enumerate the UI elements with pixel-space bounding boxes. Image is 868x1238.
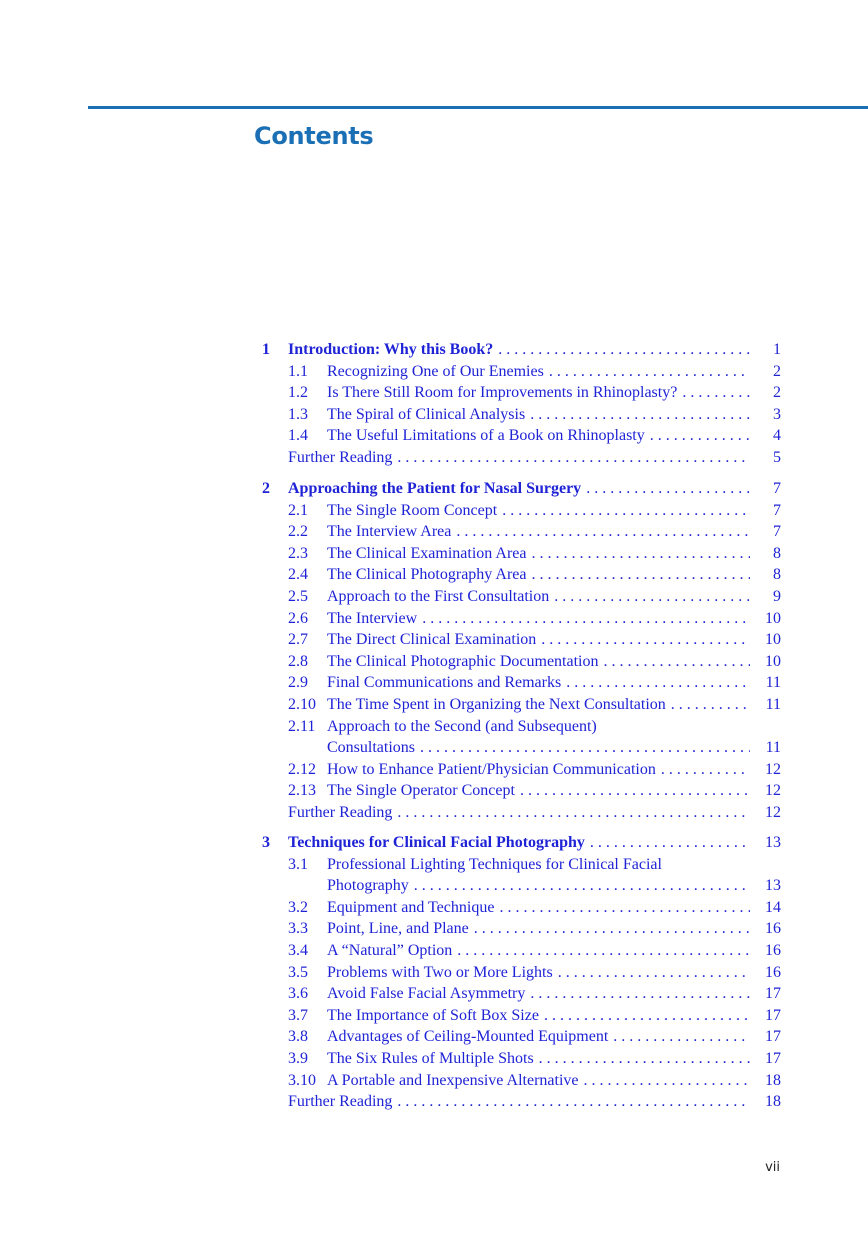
dot-leader — [422, 608, 750, 630]
dot-leader — [682, 382, 750, 404]
entry-page-number: 10 — [765, 652, 781, 670]
dot-leader — [532, 543, 751, 565]
dot-leader — [566, 672, 750, 694]
toc-section-entry[interactable] — [0, 521, 868, 543]
dot-leader — [558, 962, 750, 984]
dot-leader — [613, 1026, 750, 1048]
entry-number: 1.1 — [288, 362, 308, 380]
entry-page-number: 7 — [773, 523, 781, 541]
entry-number: 3.4 — [288, 942, 308, 959]
entry-title: Further Reading — [288, 1091, 397, 1113]
entry-page-number: 1 — [773, 341, 781, 358]
entry-title: Recognizing One of Our Enemies — [327, 361, 549, 383]
entry-number: 2.11 — [288, 717, 316, 735]
entry-number: 3.2 — [288, 898, 308, 916]
entry-title: Professional Lighting Techniques for Clinical Facial — [327, 855, 662, 873]
entry-number: 3 — [262, 834, 270, 851]
toc-section-entry[interactable] — [0, 1005, 868, 1027]
toc-section-entry[interactable] — [0, 672, 868, 694]
toc-section-entry[interactable] — [0, 361, 868, 383]
entry-title: Final Communications and Remarks — [327, 672, 566, 694]
entry-page-number: 11 — [765, 674, 781, 692]
entry-title: Consultations — [327, 737, 420, 759]
entry-title: A “Natural” Option — [327, 940, 457, 962]
dot-leader — [502, 500, 750, 522]
entry-title: Introduction: Why this Book? — [288, 339, 498, 361]
dot-leader — [590, 832, 750, 854]
dot-leader — [671, 694, 750, 716]
entry-page-number: 16 — [765, 963, 781, 981]
entry-page-number: 12 — [765, 804, 781, 821]
dot-leader — [499, 897, 750, 919]
entry-page-number: 11 — [765, 696, 781, 713]
entry-page-number: 9 — [773, 588, 781, 605]
entry-page-number: 3 — [773, 405, 781, 423]
entry-number: 2.12 — [288, 760, 316, 778]
entry-title: Further Reading — [288, 802, 397, 824]
toc-section-entry[interactable] — [0, 543, 868, 565]
page-title: Contents — [254, 122, 374, 150]
entry-page-number: 14 — [765, 898, 781, 916]
dot-leader — [583, 1070, 750, 1092]
entry-number: 2.6 — [288, 609, 308, 627]
toc-section-entry[interactable] — [0, 500, 868, 522]
entry-number: 2.10 — [288, 696, 316, 713]
entry-title: The Spiral of Clinical Analysis — [327, 404, 530, 426]
entry-number: 1.2 — [288, 384, 308, 402]
entry-title: The Direct Clinical Examination — [327, 629, 541, 651]
entry-title: The Importance of Soft Box Size — [327, 1005, 544, 1027]
entry-page-number: 16 — [765, 920, 781, 938]
entry-title: Avoid False Facial Asymmetry — [327, 983, 530, 1005]
entry-page-number: 11 — [765, 739, 781, 757]
entry-title: The Interview Area — [327, 521, 456, 543]
dot-leader — [530, 983, 750, 1005]
toc-section-entry[interactable] — [0, 425, 868, 447]
toc-section-entry[interactable] — [0, 716, 868, 738]
entry-page-number: 18 — [765, 1071, 781, 1089]
entry-title: The Clinical Photographic Documentation — [327, 651, 604, 673]
dot-leader — [498, 339, 750, 361]
header-rule — [88, 106, 868, 109]
entry-page-number: 13 — [765, 877, 781, 895]
toc-section-entry[interactable] — [0, 404, 868, 426]
entry-page-number: 12 — [765, 760, 781, 778]
entry-page-number: 10 — [765, 609, 781, 627]
toc-section-entry[interactable] — [0, 651, 868, 673]
entry-number: 1 — [262, 341, 270, 358]
toc-further-reading-entry[interactable] — [0, 1091, 868, 1113]
toc-section-entry[interactable] — [0, 918, 868, 940]
entry-number: 2 — [262, 480, 270, 497]
dot-leader — [456, 521, 750, 543]
entry-title: The Useful Limitations of a Book on Rhinoplasty — [327, 425, 650, 447]
entry-title: Approach to the Second (and Subsequent) — [327, 717, 597, 735]
dot-leader — [554, 586, 750, 608]
entry-number: 3.8 — [288, 1028, 308, 1046]
toc-section-entry[interactable] — [0, 1026, 868, 1048]
dot-leader — [549, 361, 750, 383]
entry-title: Techniques for Clinical Facial Photography — [288, 832, 590, 854]
toc-section-entry[interactable] — [0, 1070, 868, 1092]
entry-page-number: 7 — [773, 480, 781, 497]
dot-leader — [586, 478, 750, 500]
dot-leader — [414, 875, 750, 897]
toc-section-entry[interactable] — [0, 382, 868, 404]
dot-leader — [530, 404, 750, 426]
entry-page-number: 10 — [765, 631, 781, 649]
entry-title: A Portable and Inexpensive Alternative — [327, 1070, 583, 1092]
entry-title: The Single Operator Concept — [327, 780, 520, 802]
entry-page-number: 12 — [765, 782, 781, 800]
entry-page-number: 7 — [773, 501, 781, 519]
dot-leader — [397, 447, 750, 469]
toc-section-entry[interactable] — [0, 962, 868, 984]
toc-chapter-entry[interactable] — [0, 832, 868, 854]
toc-further-reading-entry[interactable] — [0, 447, 868, 469]
entry-number: 2.8 — [288, 652, 308, 670]
toc-further-reading-entry[interactable] — [0, 802, 868, 824]
toc-section-entry[interactable] — [0, 586, 868, 608]
dot-leader — [474, 918, 750, 940]
toc-section-entry[interactable] — [0, 940, 868, 962]
entry-title: How to Enhance Patient/Physician Communication — [327, 759, 661, 781]
entry-page-number: 8 — [773, 566, 781, 584]
entry-title: Equipment and Technique — [327, 897, 499, 919]
dot-leader — [650, 425, 750, 447]
entry-title: The Single Room Concept — [327, 500, 502, 522]
toc-section-entry[interactable] — [0, 694, 868, 716]
dot-leader — [457, 940, 750, 962]
toc-chapter-entry[interactable] — [0, 478, 868, 500]
toc-section-entry[interactable] — [0, 629, 868, 651]
entry-page-number: 17 — [765, 1028, 781, 1046]
entry-page-number: 17 — [765, 985, 781, 1003]
dot-leader — [520, 780, 750, 802]
dot-leader — [544, 1005, 750, 1027]
toc-section-entry[interactable] — [0, 897, 868, 919]
entry-number: 3.9 — [288, 1050, 308, 1067]
entry-number: 2.4 — [288, 566, 308, 584]
entry-number: 1.3 — [288, 405, 308, 423]
toc-section-entry[interactable] — [0, 1048, 868, 1070]
entry-page-number: 17 — [765, 1050, 781, 1067]
dot-leader — [420, 737, 750, 759]
entry-title: Photography — [327, 875, 414, 897]
entry-page-number: 5 — [773, 449, 781, 466]
entry-number: 3.5 — [288, 963, 308, 981]
entry-title: Problems with Two or More Lights — [327, 962, 558, 984]
entry-title: The Six Rules of Multiple Shots — [327, 1048, 539, 1070]
dot-leader — [397, 1091, 750, 1113]
entry-number: 2.13 — [288, 782, 316, 800]
entry-number: 3.7 — [288, 1006, 308, 1024]
entry-page-number: 16 — [765, 942, 781, 959]
entry-number: 2.3 — [288, 544, 308, 562]
entry-number: 3.1 — [288, 855, 308, 873]
toc-section-entry[interactable] — [0, 608, 868, 630]
entry-page-number: 8 — [773, 544, 781, 562]
toc-section-entry[interactable] — [0, 983, 868, 1005]
entry-title: Further Reading — [288, 447, 397, 469]
toc-section-entry[interactable] — [0, 759, 868, 781]
entry-title: Advantages of Ceiling-Mounted Equipment — [327, 1026, 613, 1048]
dot-leader — [604, 651, 751, 673]
entry-page-number: 17 — [765, 1006, 781, 1024]
entry-number: 3.3 — [288, 920, 308, 938]
toc-chapter-entry[interactable] — [0, 339, 868, 361]
entry-title: The Clinical Photography Area — [327, 564, 532, 586]
entry-page-number: 4 — [773, 427, 781, 445]
entry-number: 2.1 — [288, 501, 308, 519]
page-number: vii — [765, 1160, 780, 1175]
entry-title: Point, Line, and Plane — [327, 918, 474, 940]
toc-section-entry-continued[interactable] — [0, 737, 868, 759]
toc-section-entry-continued[interactable] — [0, 875, 868, 897]
entry-number: 2.7 — [288, 631, 308, 649]
entry-number: 2.5 — [288, 588, 308, 605]
entry-page-number: 2 — [773, 362, 781, 380]
dot-leader — [532, 564, 750, 586]
entry-number: 2.2 — [288, 523, 308, 541]
entry-number: 2.9 — [288, 674, 308, 692]
entry-page-number: 2 — [773, 384, 781, 402]
entry-number: 3.10 — [288, 1071, 316, 1089]
entry-number: 3.6 — [288, 985, 308, 1003]
entry-number: 1.4 — [288, 427, 308, 445]
entry-page-number: 18 — [765, 1093, 781, 1111]
entry-title: The Interview — [327, 608, 422, 630]
entry-title: Approaching the Patient for Nasal Surgery — [288, 478, 586, 500]
dot-leader — [397, 802, 750, 824]
dot-leader — [539, 1048, 750, 1070]
dot-leader — [541, 629, 750, 651]
entry-title: The Time Spent in Organizing the Next Consultation — [327, 694, 671, 716]
dot-leader — [661, 759, 750, 781]
toc-section-entry[interactable] — [0, 564, 868, 586]
entry-title: The Clinical Examination Area — [327, 543, 532, 565]
toc-section-entry[interactable] — [0, 854, 868, 876]
entry-title: Is There Still Room for Improvements in Rhinoplasty? — [327, 382, 682, 404]
toc-section-entry[interactable] — [0, 780, 868, 802]
entry-page-number: 13 — [765, 834, 781, 851]
entry-title: Approach to the First Consultation — [327, 586, 554, 608]
